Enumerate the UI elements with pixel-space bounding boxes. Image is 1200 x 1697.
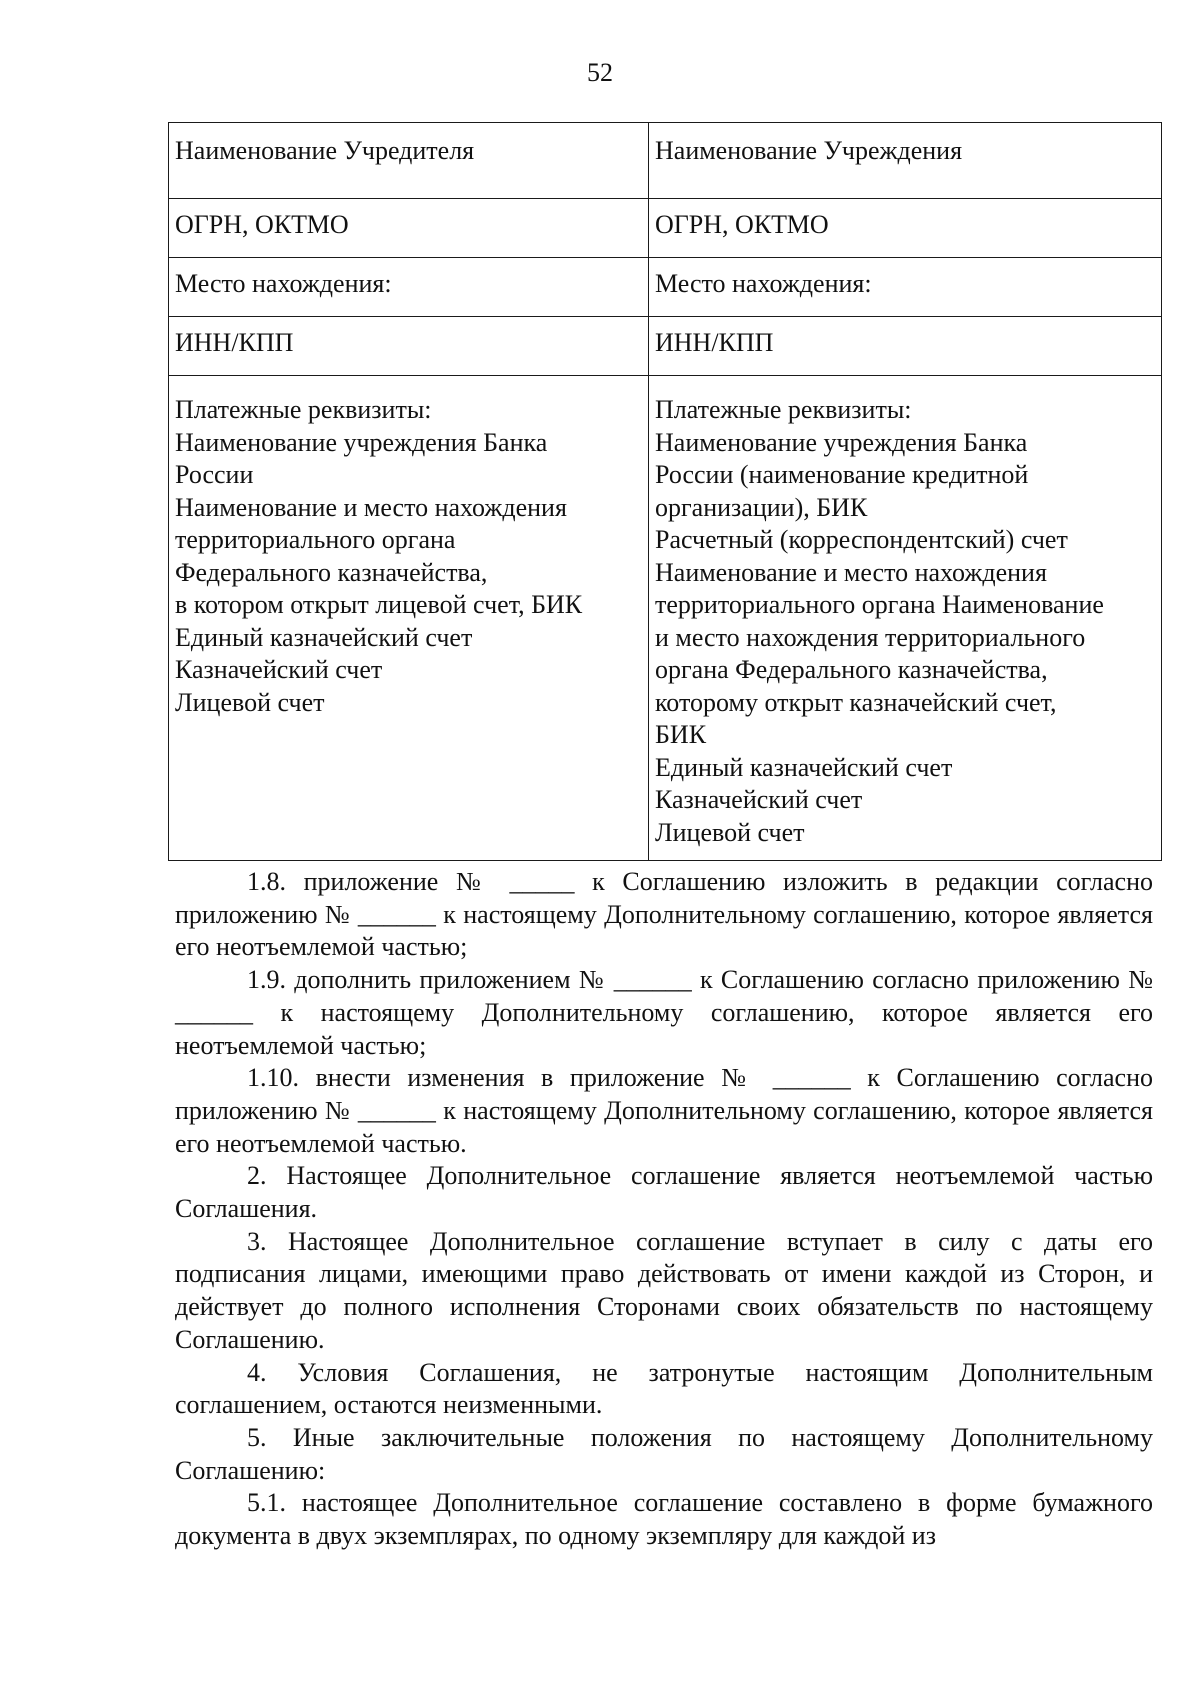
cell-line: Наименование Учреждения <box>655 136 963 165</box>
cell-line: Федерального казначейства, <box>175 557 488 587</box>
cell-line: которому открыт казначейский счет, <box>655 687 1057 717</box>
cell-line: Единый казначейский счет <box>655 752 953 782</box>
paragraph-1-10: 1.10. внести изменения в приложение № ______ к Соглашению согласно приложению № ______ к настоящему Дополнительному соглашению, которое является его неотъемлемой частью. <box>175 1063 1153 1158</box>
cell-line: Лицевой счет <box>655 817 805 847</box>
cell-line: Наименование учреждения Банка <box>175 427 548 457</box>
cell-line: Наименование учреждения Банка <box>655 427 1028 457</box>
page-number: 52 <box>587 58 613 87</box>
paragraph-1-9: 1.9. дополнить приложением № ______ к Соглашению согласно приложению № ______ к настоящему Дополнительному соглашению, которое является его неотъемлемой частью; <box>175 965 1153 1060</box>
institution-payment-details-cell <box>649 376 1162 861</box>
cell-line: Казначейский счет <box>655 785 863 814</box>
paragraph-4: 4. Условия Соглашения, не затронутые настоящим Дополнительным соглашением, остаются неизменными. <box>175 1357 1153 1420</box>
cell-line: территориального органа <box>175 525 456 554</box>
institution-inn-cell <box>649 317 1162 376</box>
paragraph-1-8: 1.8. приложение № _____ к Соглашению изложить в редакции согласно приложению № ______ к настоящему Дополнительному соглашению, которое является его неотъемлемой частью; <box>175 867 1153 962</box>
agreement-body <box>175 866 1153 1553</box>
institution-ogrn-cell <box>649 199 1162 258</box>
requisites-table <box>168 122 1162 861</box>
cell-line: Наименование и место нахождения <box>175 492 567 522</box>
founder-name-cell <box>169 123 649 199</box>
cell-line: органа Федерального казначейства, <box>655 655 1048 684</box>
table-row <box>169 317 1162 376</box>
table-row <box>169 123 1162 199</box>
cell-line: ОГРН, ОКТМО <box>175 210 349 239</box>
cell-line: БИК <box>655 720 707 749</box>
paragraph-3: 3. Настоящее Дополнительное соглашение вступает в силу с даты его подписания лицами, имеющими право действовать от имени каждой из Сторон, и действует до полного исполнения Сторонами своих обязательств по настоящему Соглашению. <box>175 1226 1153 1354</box>
institution-name-cell <box>649 123 1162 199</box>
cell-line: Наименование и место нахождения <box>655 557 1047 587</box>
paragraph-2: 2. Настоящее Дополнительное соглашение является неотъемлемой частью Соглашения. <box>175 1161 1153 1224</box>
cell-line: ИНН/КПП <box>655 328 774 357</box>
cell-line: Казначейский счет <box>175 655 383 684</box>
table-row <box>169 376 1162 861</box>
table-row <box>169 258 1162 317</box>
cell-line: ИНН/КПП <box>175 328 294 357</box>
founder-inn-cell <box>169 317 649 376</box>
table-row <box>169 199 1162 258</box>
cell-line: организации), БИК <box>655 492 868 522</box>
cell-line: Место нахождения: <box>655 269 872 298</box>
cell-line: Лицевой счет <box>175 687 325 717</box>
cell-line: в котором открыт лицевой счет, БИК <box>175 590 583 619</box>
cell-line: России <box>175 460 254 489</box>
founder-payment-details-cell <box>169 376 649 861</box>
paragraph-5: 5. Иные заключительные положения по настоящему Дополнительному Соглашению: <box>175 1422 1153 1485</box>
founder-ogrn-cell <box>169 199 649 258</box>
cell-line: Наименование Учредителя <box>175 136 475 165</box>
cell-line: Место нахождения: <box>175 269 392 298</box>
cell-line: ОГРН, ОКТМО <box>655 210 829 239</box>
cell-line: Расчетный (корреспондентский) счет <box>655 525 1068 554</box>
cell-line: России (наименование кредитной <box>655 460 1029 489</box>
founder-location-cell <box>169 258 649 317</box>
cell-line: и место нахождения территориального <box>655 622 1086 652</box>
cell-line: территориального органа Наименование <box>655 590 1104 619</box>
cell-line: Платежные реквизиты: <box>655 395 912 424</box>
cell-line: Единый казначейский счет <box>175 622 473 652</box>
cell-line: Платежные реквизиты: <box>175 395 432 424</box>
institution-location-cell <box>649 258 1162 317</box>
paragraph-5-1: 5.1. настоящее Дополнительное соглашение составлено в форме бумажного документа в двух экземплярах, по одному экземпляру для каждой из <box>175 1488 1153 1551</box>
